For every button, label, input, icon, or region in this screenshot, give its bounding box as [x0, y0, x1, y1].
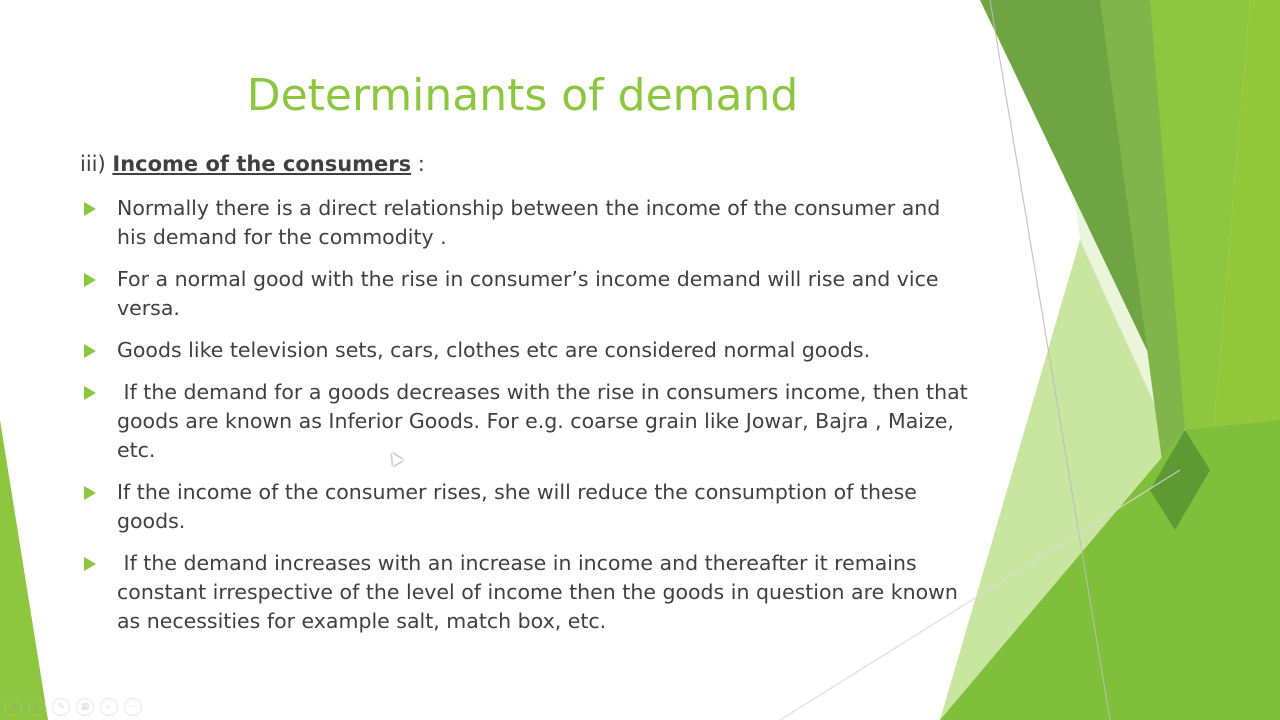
bullet-arrow-icon: [84, 344, 96, 358]
subheading-topic: Income of the consumers: [112, 152, 412, 176]
bullet-arrow-icon: [84, 557, 96, 571]
bullet-list: [80, 194, 975, 649]
bullet-text: If the income of the consumer rises, she will reduce the consumption of these goods.: [117, 480, 917, 533]
zoom-icon[interactable]: ⌕: [100, 698, 118, 716]
slides-icon[interactable]: ▦: [76, 698, 94, 716]
slide-title: Determinants of demand: [246, 70, 799, 121]
bullet-item: [80, 549, 970, 636]
bullet-text: For a normal good with the rise in consumer’s income demand will rise and vice versa.: [117, 267, 939, 320]
facet-left: [0, 420, 48, 720]
bullet-arrow-icon: [84, 486, 96, 500]
more-icon[interactable]: ⋯: [124, 698, 142, 716]
bullet-item: [80, 478, 970, 536]
pen-icon[interactable]: ✎: [52, 698, 70, 716]
subheading-suffix: :: [411, 152, 425, 176]
bullet-arrow-icon: [84, 202, 96, 216]
bullet-text: Normally there is a direct relationship between the income of the consumer and his demand for the commodity .: [117, 196, 941, 249]
bullet-item: [80, 194, 970, 252]
bullet-arrow-icon: [84, 273, 96, 287]
subheading-prefix: iii): [80, 152, 113, 176]
prev-icon[interactable]: ◀: [4, 698, 22, 716]
bullet-arrow-icon: [84, 386, 96, 400]
next-icon[interactable]: ▶: [28, 698, 46, 716]
bullet-text: If the demand for a goods decreases with the rise in consumers income, then that goods are known as Inferior Goods. For e.g. coarse grain like Jowar, Bajra , Maize, etc.: [117, 380, 975, 462]
section-subheading: [80, 152, 425, 176]
bullet-item: [80, 265, 970, 323]
bullet-item: [80, 378, 975, 465]
bullet-item: [80, 336, 970, 365]
bullet-text: If the demand increases with an increase in income and thereafter it remains constant irrespective of the level of income then the goods in question are known as necessities for example salt, match box, etc.: [117, 551, 965, 633]
slideshow-toolbar: [4, 698, 142, 716]
bullet-text: Goods like television sets, cars, clothes etc are considered normal goods.: [117, 338, 871, 362]
